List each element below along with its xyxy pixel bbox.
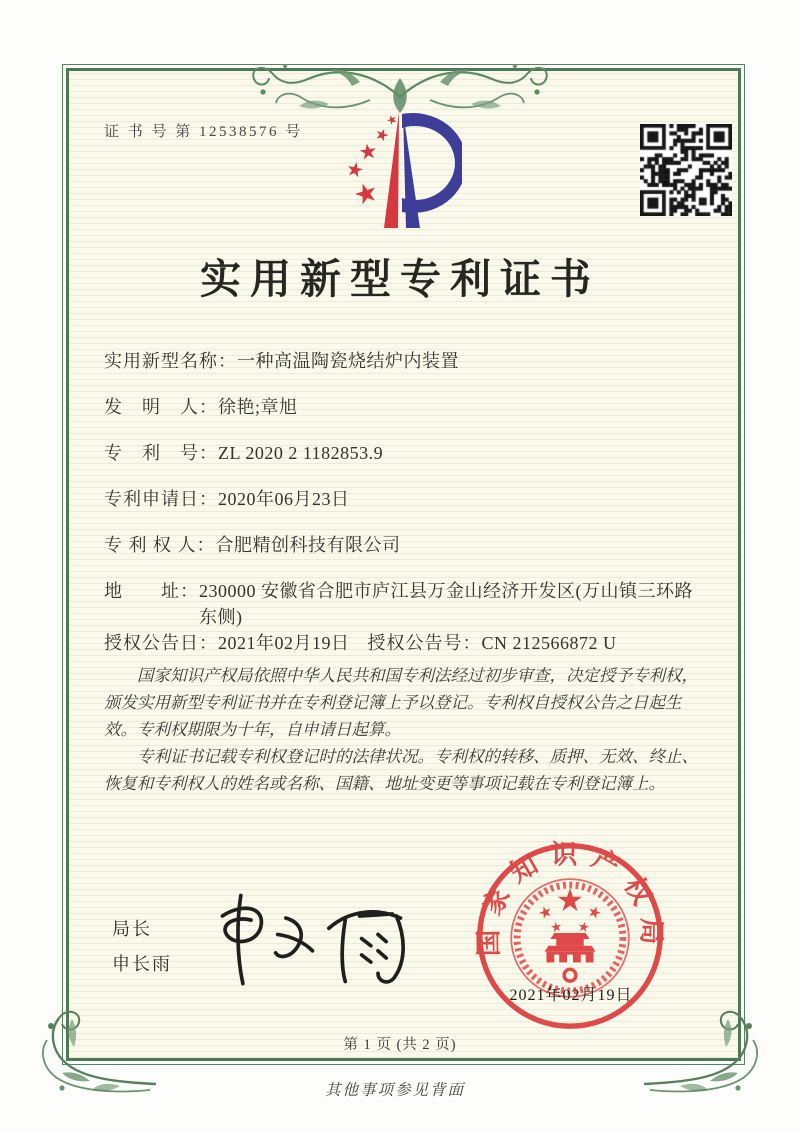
seal-circular-text: 国家知识产权局 — [473, 839, 667, 957]
field-value: 2021年02月19日 — [218, 633, 350, 653]
field-label: 授权公告日： — [104, 633, 218, 653]
field-value: CN 212566872 U — [481, 633, 617, 653]
field-label: 专 利 号： — [104, 443, 218, 463]
signer-role: 局长 — [112, 919, 152, 939]
certificate-title: 实用新型专利证书 — [200, 256, 600, 302]
field-value: 230000 安徽省合肥市庐江县万金山经济开发区(万山镇三环路东侧) — [199, 581, 693, 627]
field-filing-date — [104, 486, 710, 512]
field-inventor — [104, 394, 710, 420]
field-patent-number — [104, 440, 710, 466]
field-grant-row — [104, 630, 710, 656]
director-signature-icon — [206, 880, 421, 995]
field-label: 实用新型名称： — [104, 351, 237, 371]
legal-paragraph-1: 国家知识产权局依照中华人民共和国专利法经过初步审查，决定授予专利权，颁发实用新型专利证书并在专利登记簿上予以登记。专利权自授权公告之日起生效。专利权期限为十年，自申请日起算。 — [104, 666, 698, 739]
legal-paragraph-2: 专利证书记载专利权登记时的法律状况。专利权的转移、质押、无效、终止、恢复和专利权人的姓名或名称、国籍、地址变更等事项记载在专利登记簿上。 — [104, 747, 698, 793]
qr-code — [640, 124, 732, 216]
field-address — [104, 578, 710, 630]
page-number: 第 1 页 (共 2 页) — [343, 1037, 457, 1053]
field-label: 专 利 权 人： — [104, 535, 216, 555]
legal-statement — [104, 662, 704, 797]
seal-date: 2021年02月19日 — [509, 987, 633, 1004]
field-label: 发 明 人： — [104, 397, 218, 417]
cnipa-logo-icon — [342, 106, 462, 246]
field-value: 2020年06月23日 — [218, 489, 350, 509]
certificate-number: 证 书 号 第 12538576 号 — [104, 124, 303, 140]
field-patentee — [104, 532, 710, 558]
field-label: 地 址： — [104, 581, 199, 601]
field-value: 徐艳;章旭 — [218, 397, 298, 417]
field-value: 一种高温陶瓷烧结炉内装置 — [237, 351, 459, 371]
back-note: 其他事项参见背面 — [324, 1082, 465, 1099]
field-value: 合肥精创科技有限公司 — [215, 535, 401, 555]
field-utility-model-name — [104, 348, 710, 374]
field-label: 授权公告号： — [367, 633, 482, 653]
field-value: ZL 2020 2 1182853.9 — [218, 443, 384, 463]
certificate-fields — [104, 348, 710, 656]
signer-block — [112, 916, 172, 977]
signer-name: 申长雨 — [112, 954, 172, 974]
field-label: 专利申请日： — [104, 489, 218, 509]
